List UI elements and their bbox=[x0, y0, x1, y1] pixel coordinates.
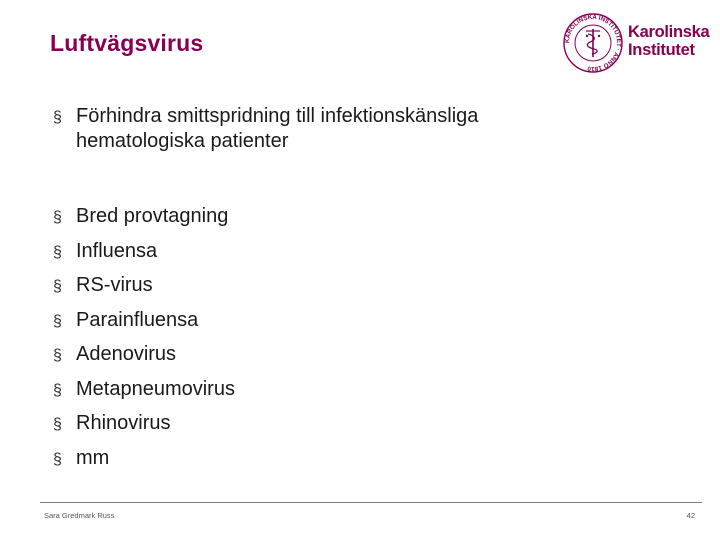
bullet-text: Metapneumovirus bbox=[76, 377, 235, 400]
bullet-item bbox=[50, 104, 650, 154]
logo-line-1: Karolinska bbox=[628, 23, 710, 41]
karolinska-seal-icon bbox=[562, 12, 624, 74]
bullet-item bbox=[50, 273, 235, 308]
bullet-text: Influensa bbox=[76, 239, 158, 262]
bullet-marker: § bbox=[53, 209, 62, 226]
bullet-marker: § bbox=[53, 278, 62, 295]
bullet-marker: § bbox=[53, 109, 62, 126]
bullet-item bbox=[50, 204, 235, 239]
karolinska-logo bbox=[562, 12, 710, 74]
intro-bullet-list bbox=[50, 104, 650, 154]
seal-text: KAROLINSKA INSTITUTET · ANNO 1810 bbox=[563, 13, 623, 73]
logo-wordmark bbox=[628, 23, 709, 59]
bullet-text: Bred provtagning bbox=[76, 205, 229, 227]
bullet-marker: § bbox=[53, 416, 62, 433]
bullet-marker: § bbox=[53, 347, 62, 364]
bullet-text: RS-virus bbox=[76, 274, 153, 296]
virus-bullet-list bbox=[50, 204, 235, 480]
slide-title: Luftvägsvirus bbox=[50, 30, 204, 56]
bullet-marker: § bbox=[53, 450, 62, 468]
bullet-item bbox=[50, 377, 235, 412]
bullet-item bbox=[50, 411, 235, 446]
footer-divider bbox=[40, 502, 702, 503]
bullet-text: Förhindra smittspridning till infektionskänsliga bbox=[76, 105, 479, 127]
bullet-marker: § bbox=[53, 312, 62, 330]
bullet-marker: § bbox=[53, 243, 62, 261]
bullet-text: Adenovirus bbox=[76, 343, 177, 365]
bullet-text: mm bbox=[76, 446, 110, 469]
bullet-marker: § bbox=[53, 381, 62, 399]
bullet-item bbox=[50, 308, 235, 343]
page-number: 42 bbox=[686, 511, 695, 520]
bullet-text: Parainfluensa bbox=[76, 308, 199, 331]
footer-author: Sara Gredmark Russ bbox=[44, 511, 115, 520]
logo-line-2: Institutet bbox=[628, 41, 695, 59]
bullet-text: hematologiska patienter bbox=[76, 130, 289, 152]
bullet-item bbox=[50, 239, 235, 274]
bullet-item bbox=[50, 446, 235, 481]
bullet-item bbox=[50, 342, 235, 377]
bullet-text: Rhinovirus bbox=[76, 412, 171, 434]
